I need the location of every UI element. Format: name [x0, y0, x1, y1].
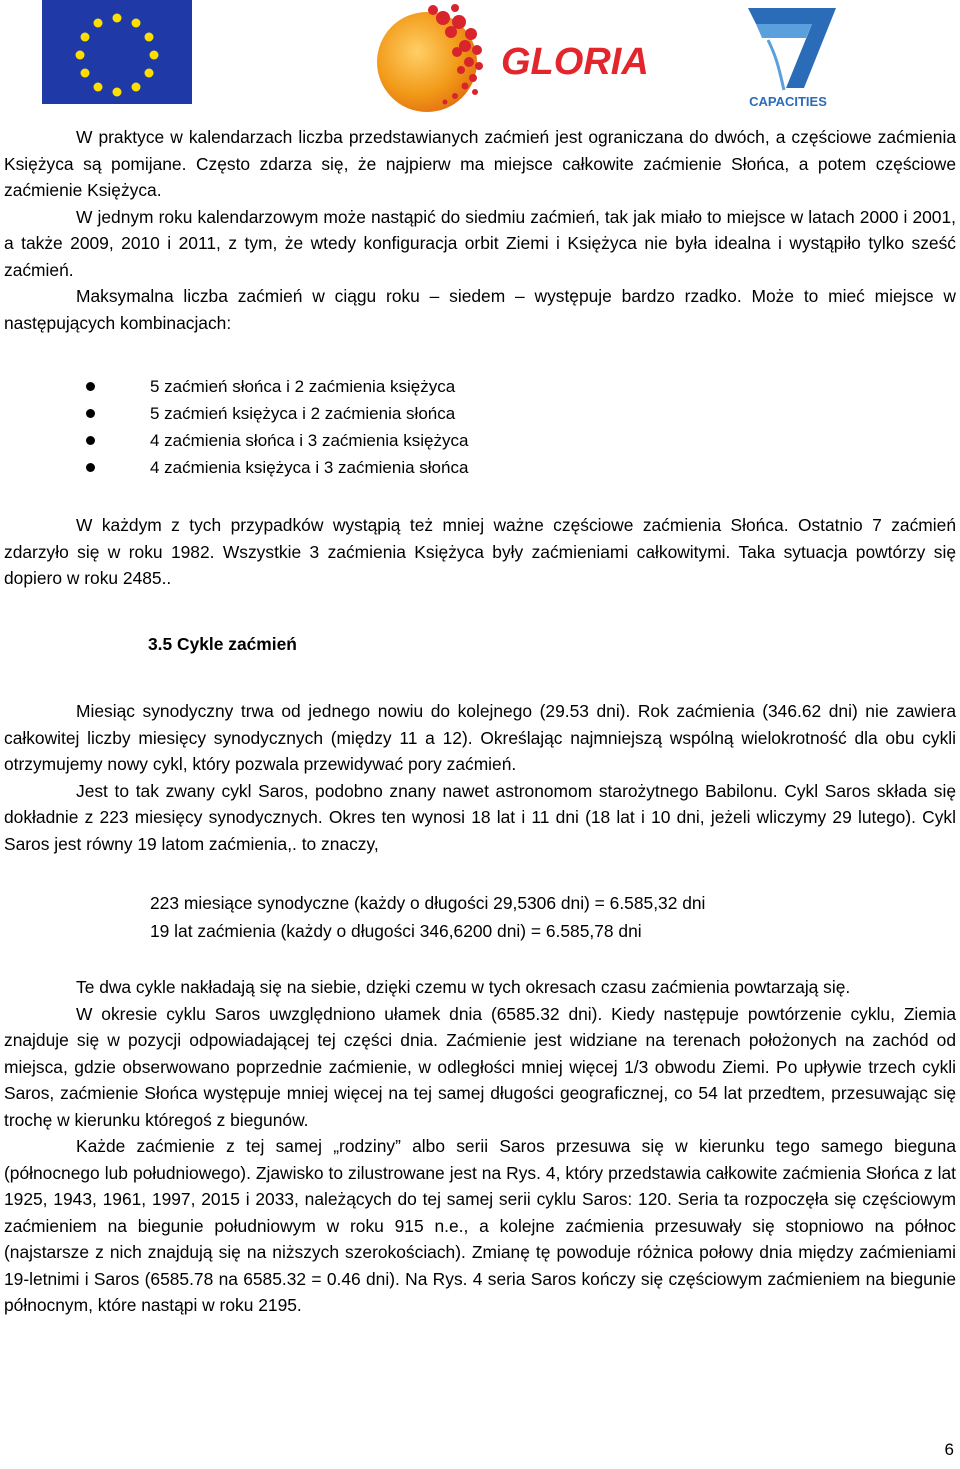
equation-line: 223 miesiące synodyczne (każdy o długości 29,5306 dni) = 6.585,32 dni	[150, 893, 706, 913]
list-item: 4 zaćmienia słońca i 3 zaćmienia księżyca	[86, 427, 686, 454]
list-item: 4 zaćmienia księżyca i 3 zaćmienia słońca	[86, 454, 686, 481]
saros-paragraph-3: Każde zaćmienie z tej samej „rodziny” albo serii Saros przesuwa się w kierunku tego samego bieguna (północnego lub południowego). Zjawisko to zilustrowane jest na Rys. 4, który przedstawia całkowite zaćmienia Słońca z lat 1925, 1943, 1961, 1997, 2015 i 2033, należących do tej samej serii cyklu Saros: 120. Seria ta rozpoczęła się częściowym zaćmieniem na biegunie południowym w roku 915 n.e., a kolejne zaćmienia przesuwały się stopniowo na północ (najstarsze z nich znajdują się na niższych szerokościach). Zmianę tę powoduje różnica połowy dnia między zaćmieniami 19-letnimi i Saros (6585.78 na 6585.32 = 0.46 dni). Na Rys. 4 seria Saros kończy się częściowym zaćmieniem na biegunie północnym, które nastąpi w roku 2195.	[4, 1136, 956, 1315]
fp7-capacities-logo	[728, 0, 848, 112]
after-list-section	[4, 512, 956, 592]
cycles-paragraph-1: Miesiąc synodyczny trwa od jednego nowiu do kolejnego (29.53 dni). Rok zaćmienia (346.62 dni) nie zawiera całkowitej liczby miesięcy synodycznych (między 11 a 12). Określając najmniejszą wspólną wielokrotność dla obu cykli otrzymujemy nowy cykl, który pozwala przewidywać pory zaćmień.	[4, 701, 956, 774]
intro-paragraph-1: W praktyce w kalendarzach liczba przedstawianych zaćmień jest ograniczana do dwóch, a częściowe zaćmienia Księżyca są pomijane. Często zdarza się, że najpierw ma miejsce całkowite zaćmienie Słońca, a potem częściowe zaćmienie Księżyca.	[4, 127, 956, 200]
cycles-section	[4, 698, 956, 857]
after-list-paragraph: W każdym z tych przypadków wystąpią też mniej ważne częściowe zaćmienia Słońca. Ostatnio 7 zaćmień zdarzyło się w roku 1982. Wszystkie 3 zaćmienia Księżyca były zaćmieniami całkowitymi. Taka sytuacja powtórzy się dopiero w roku 2485..	[4, 515, 956, 588]
bullet-icon	[86, 463, 95, 472]
equation-line: 19 lat zaćmienia (każdy o długości 346,6200 dni) = 6.585,78 dni	[150, 921, 642, 941]
list-item: 5 zaćmień księżyca i 2 zaćmienia słońca	[86, 400, 686, 427]
bullet-icon	[86, 409, 95, 418]
gloria-logo-text: GLORIA	[501, 41, 649, 83]
bullet-icon	[86, 382, 95, 391]
intro-paragraph-3: Maksymalna liczba zaćmień w ciągu roku – siedem – występuje bardzo rzadko. Może to mieć miejsce w następujących kombinacjach:	[4, 286, 956, 333]
gloria-logo	[355, 0, 649, 112]
list-item: 5 zaćmień słońca i 2 zaćmienia księżyca	[86, 373, 686, 400]
bullet-icon	[86, 436, 95, 445]
section-heading: 3.5 Cykle zaćmień	[148, 634, 297, 654]
header-logos	[0, 0, 960, 112]
intro-section	[4, 124, 956, 336]
saros-section	[4, 974, 956, 1319]
saros-paragraph-1: Te dwa cykle nakładają się na siebie, dzięki czemu w tych okresach czasu zaćmienia powtarzają się.	[76, 977, 851, 997]
saros-paragraph-2: W okresie cyklu Saros uwzględniono ułamek dnia (6585.32 dni). Kiedy następuje powtórzenie cyklu, Ziemia znajduje się w pozycji odpowiadającej tej części dnia. Zaćmienie jest widziane na terenach położonych na zachód od miejsca, gdzie obserwowano poprzednie zaćmienie, w odległości mniej więcej 1/3 obwodu Ziemi. Po upływie trzech cykli Saros, zaćmienie Słońca występuje mniej więcej na tej samej długości geograficznej, co 54 lat przedtem, przesuwając się trochę w kierunku któregoś z biegunów.	[4, 1003, 956, 1130]
page-number: 6	[944, 1440, 954, 1459]
equations	[150, 889, 705, 945]
eu-flag-logo	[42, 0, 192, 104]
combinations-list	[86, 373, 686, 481]
intro-paragraph-2: W jednym roku kalendarzowym może nastąpić do siedmiu zaćmień, tak jak miało to miejsce w latach 2000 i 2001, a także 2009, 2010 i 2011, z tym, że wtedy konfiguracja orbit Ziemi i Księżyca nie była idealna i wystąpiło tylko sześć zaćmień.	[4, 206, 956, 280]
fp7-logo-text: CAPACITIES	[749, 94, 827, 109]
cycles-paragraph-2: Jest to tak zwany cykl Saros, podobno znany nawet astronomom starożytnego Babilonu. Cykl Saros składa się dokładnie z 223 miesięcy synodycznych. Okres ten wynosi 18 lat i 11 dni (18 lat i 10 dni, jeżeli wliczymy 29 lutego). Cykl Saros jest równy 19 latom zaćmienia,. to znaczy,	[4, 780, 956, 854]
